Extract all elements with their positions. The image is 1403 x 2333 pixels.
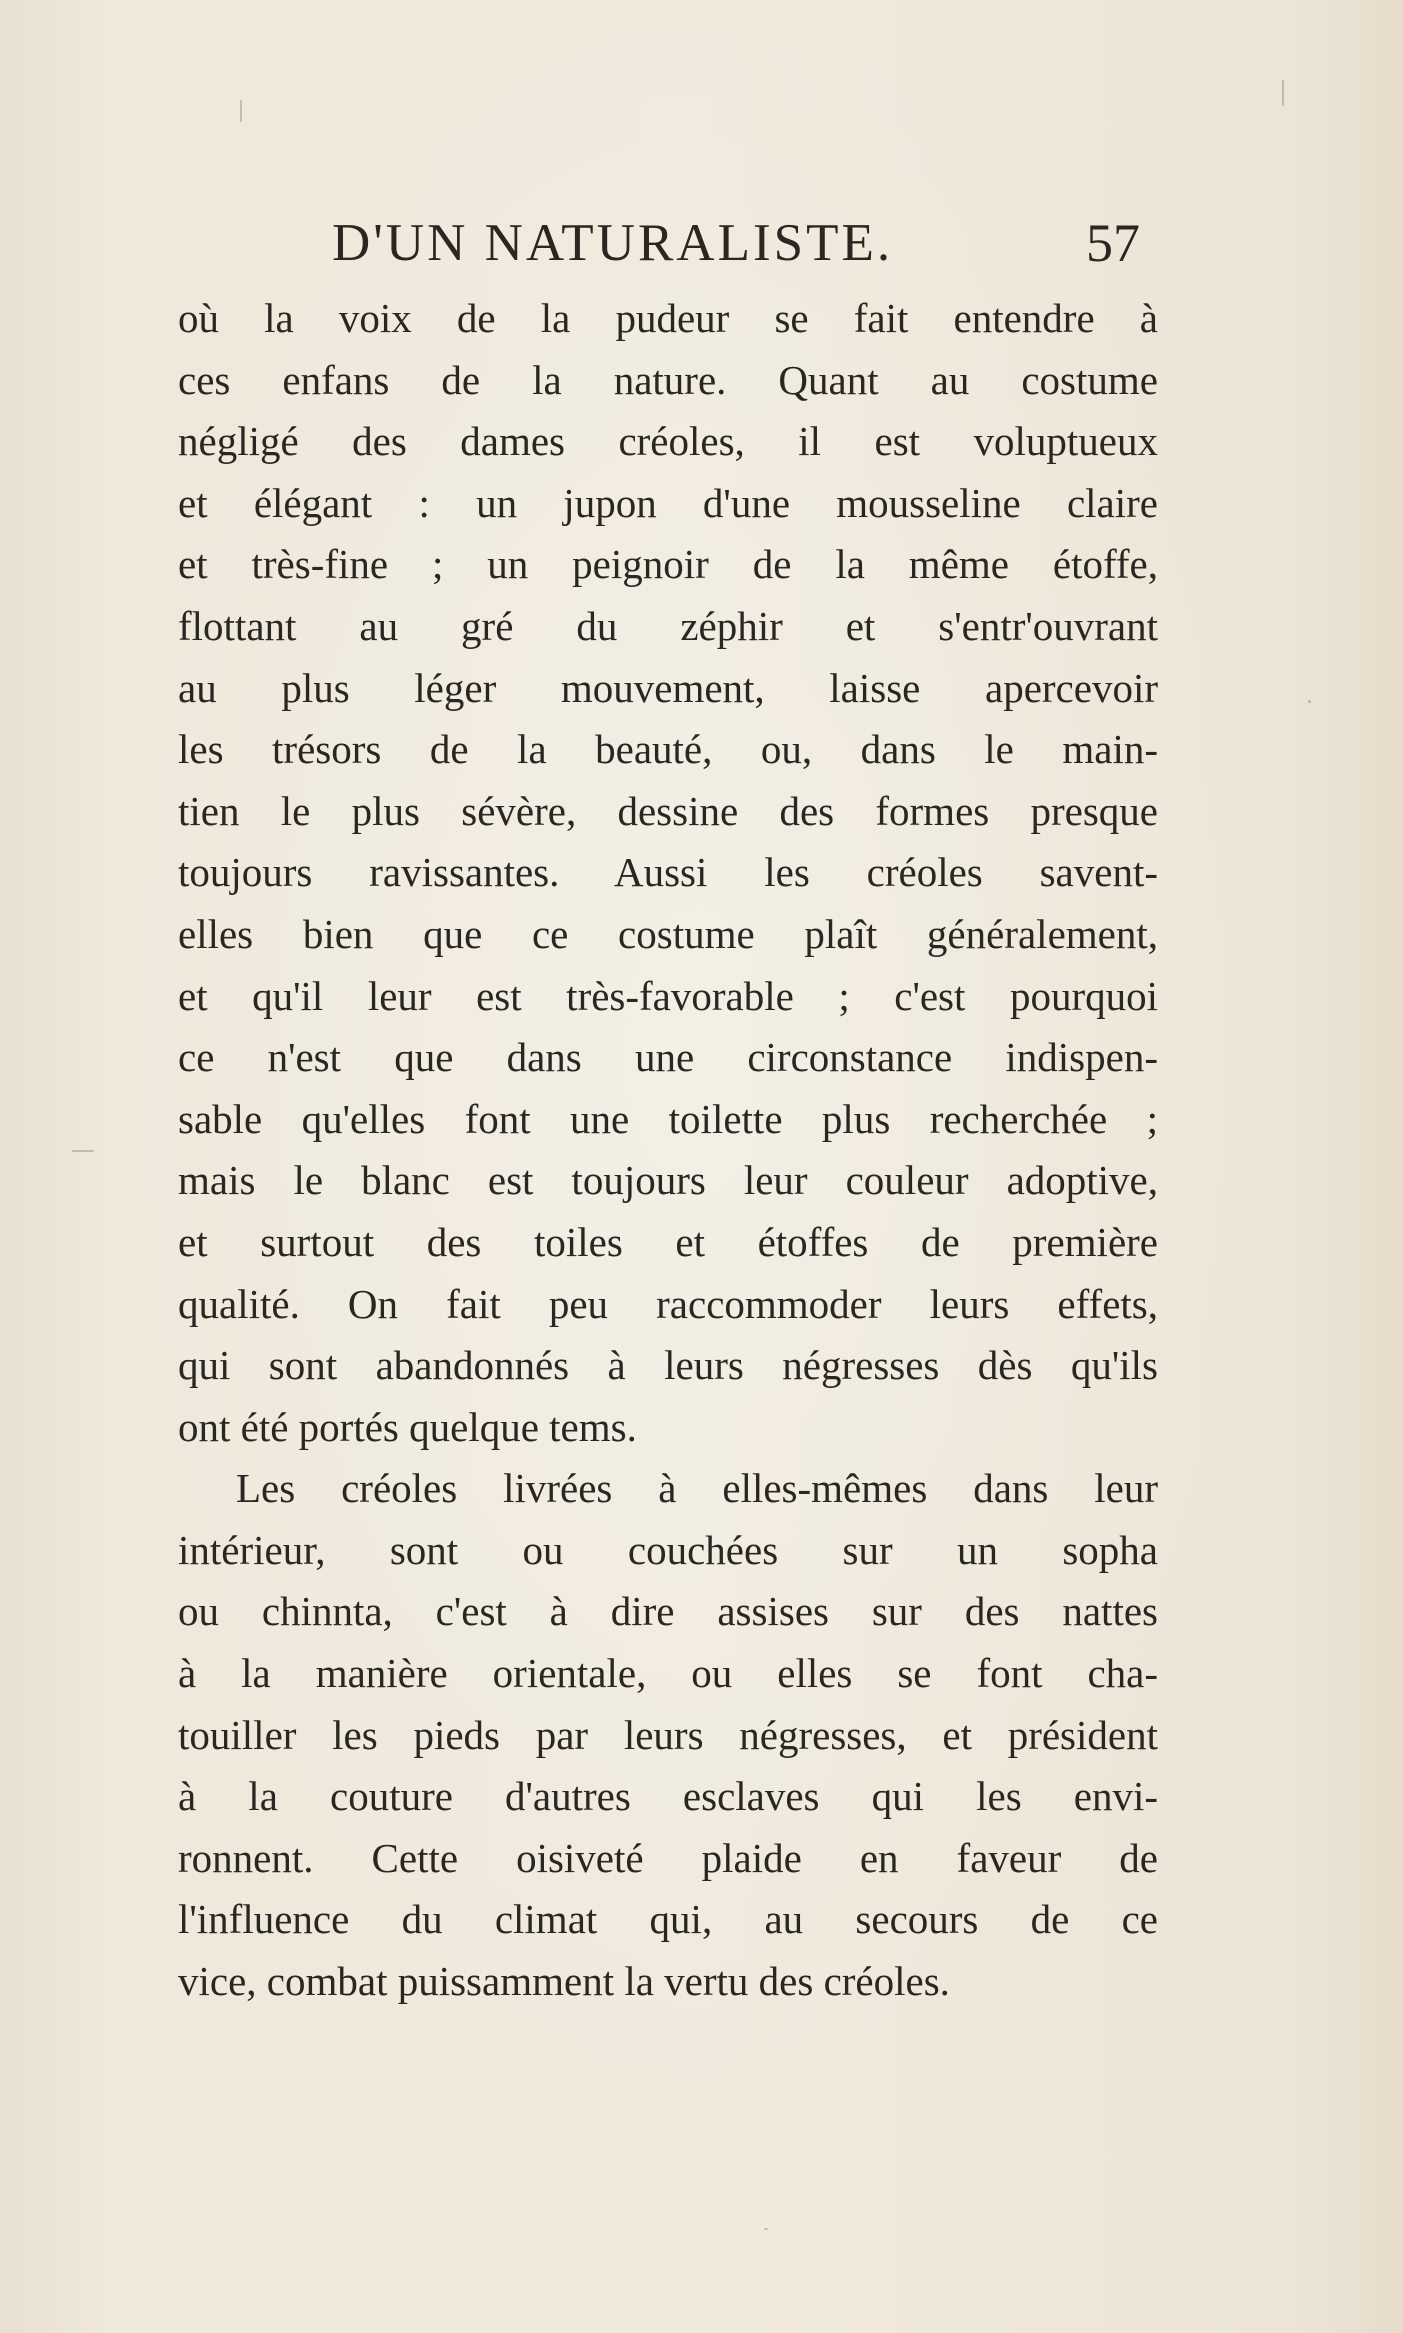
text-line: tien le plus sévère, dessine des formes presque [178,787,1158,834]
paragraph-2 [178,1458,1158,2012]
text-line: ont été portés quelque tems. [178,1403,637,1450]
text-line: touiller les pieds par leurs négresses, et président [178,1711,1158,1758]
text-line: à la manière orientale, ou elles se font cha- [178,1650,1158,1697]
paper-speck [764,2228,768,2230]
text-line: toujours ravissantes. Aussi les créoles savent- [178,849,1158,896]
text-line: sable qu'elles font une toilette plus recherchée ; [178,1095,1158,1142]
text-line: qualité. On fait peu raccommoder leurs effets, [178,1280,1158,1327]
text-line: l'influence du climat qui, au secours de ce [178,1896,1158,1943]
body-text [178,288,1158,2013]
text-line: où la voix de la pudeur se fait entendre à [178,295,1158,341]
text-line: elles bien que ce costume plaît généralement, [178,910,1158,957]
text-line: flottant au gré du zéphir et s'entr'ouvrant [178,602,1158,649]
text-line: vice, combat puissamment la vertu des créoles. [178,1958,950,2005]
text-line: ce n'est que dans une circonstance indispen- [178,1034,1158,1081]
running-head-title: D'UN NATURALISTE. [332,214,894,272]
page-number: 57 [1086,213,1140,273]
text-line: ou chinnta, c'est à dire assises sur des nattes [178,1588,1158,1635]
text-line: ces enfans de la nature. Quant au costume [178,356,1158,403]
text-line: et qu'il leur est très-favorable ; c'est pourquoi [178,972,1158,1019]
paper-speck [240,100,242,122]
paper-speck [1282,80,1284,106]
text-line: les trésors de la beauté, ou, dans le main- [178,726,1158,773]
text-line: Les créoles livrées à elles-mêmes dans leur [236,1465,1158,1512]
paper-speck [1308,700,1311,703]
text-line: mais le blanc est toujours leur couleur adoptive, [178,1157,1158,1204]
text-line: et très-fine ; un peignoir de la même étoffe, [178,541,1158,588]
text-line: et élégant : un jupon d'une mousseline claire [178,479,1158,526]
text-line: au plus léger mouvement, laisse apercevoir [178,664,1158,711]
running-head [180,208,1140,278]
text-line: intérieur, sont ou couchées sur un sopha [178,1526,1158,1573]
paper-speck [72,1150,94,1152]
text-line: négligé des dames créoles, il est voluptueux [178,418,1158,465]
text-line: qui sont abandonnés à leurs négresses dès qu'ils [178,1342,1158,1389]
text-line: à la couture d'autres esclaves qui les envi- [178,1773,1158,1820]
paragraph-1 [178,288,1158,1458]
text-line: ronnent. Cette oisiveté plaide en faveur de [178,1834,1158,1881]
text-line: et surtout des toiles et étoffes de première [178,1218,1158,1265]
